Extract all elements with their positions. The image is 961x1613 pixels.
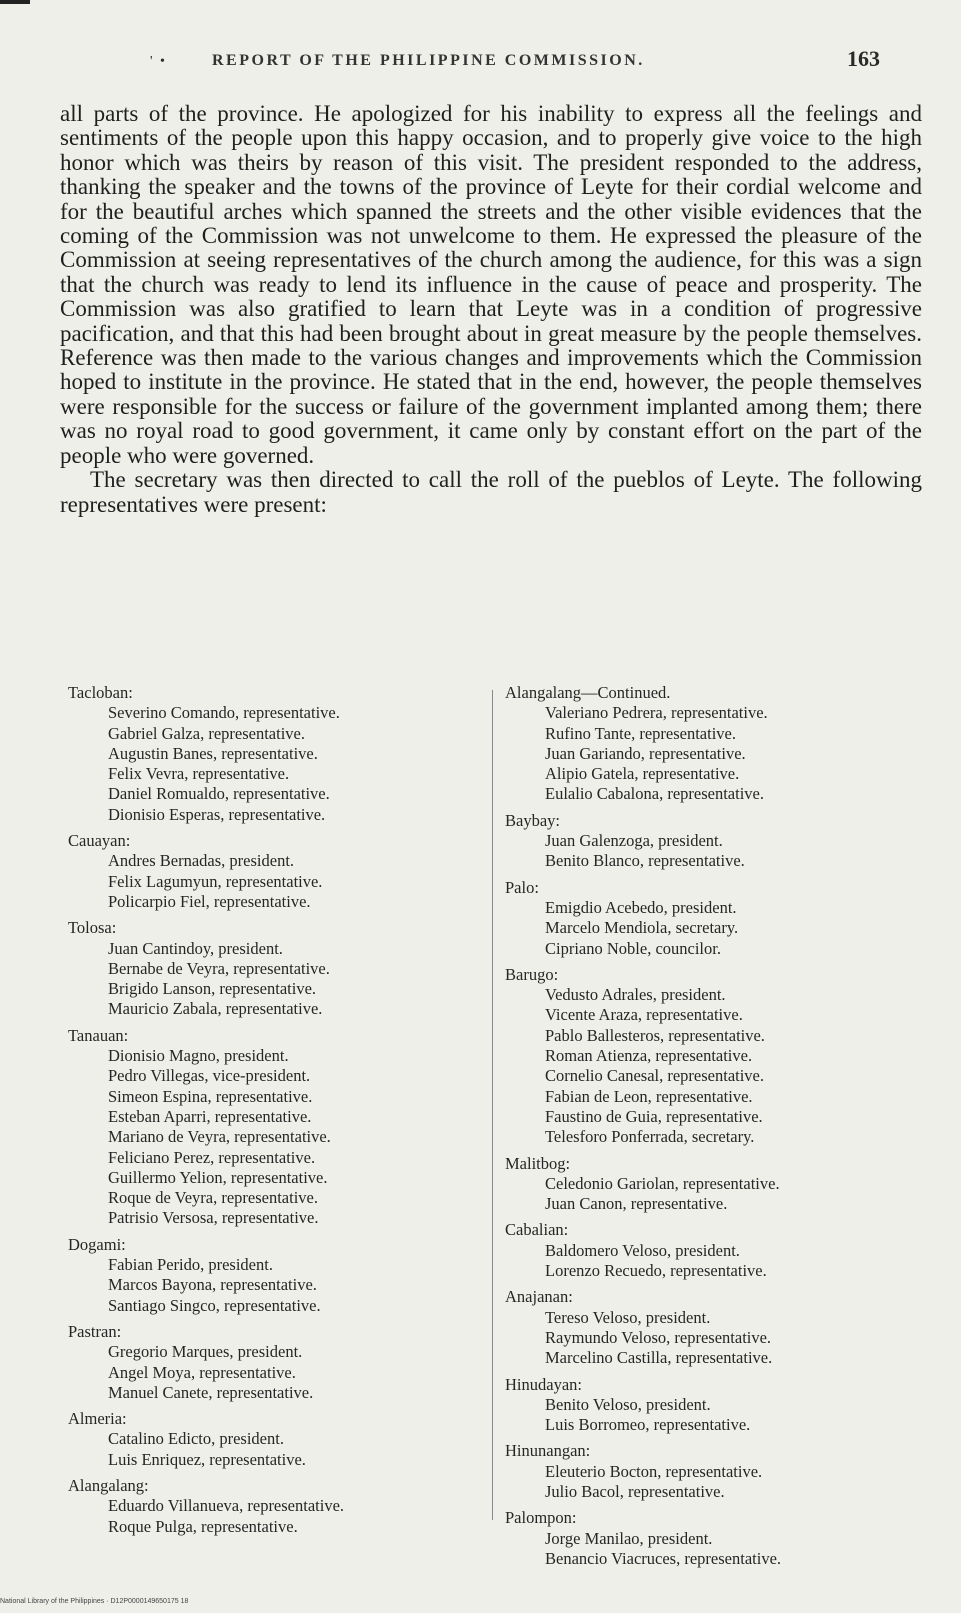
- pueblo-group: [505, 965, 925, 1148]
- pueblo-group: [68, 1322, 488, 1403]
- representative-entry: Valeriano Pedrera, representative.: [545, 703, 768, 723]
- representative-entry: Fabian de Leon, representative.: [545, 1086, 753, 1106]
- representative-entry: Manuel Canete, representative.: [108, 1382, 314, 1402]
- pueblo-name: Tacloban:: [68, 683, 133, 702]
- pueblo-name: Alangalang:: [68, 1475, 149, 1495]
- pueblo-group: [68, 1409, 488, 1470]
- representative-entry: Luis Enriquez, representative.: [108, 1449, 306, 1469]
- pueblo-group: [505, 683, 925, 805]
- representative-entry: Celedonio Gariolan, representative.: [545, 1173, 780, 1193]
- representative-entry: Lorenzo Recuedo, representative.: [545, 1261, 767, 1281]
- pueblo-name: Hinunangan:: [505, 1441, 591, 1461]
- roll-right-column: [505, 683, 925, 1569]
- pueblo-group: [505, 1220, 925, 1281]
- paragraph-1: all parts of the province. He apologized for his inability to express all the feelings and sentiments of the people upon this happy occasion, and to properly give voice to the high honor which was theirs by reason of this visit. The president responded to the address, thanking the speaker and the towns of the province of Leyte for their cordial welcome and for the beautiful arches which spanned the streets and the other visible evidences that the coming of the Commission was not unwelcome to them. He expressed the pleasure of the Commission at seeing representatives of the church among the audience, for this was a sign that the church was ready to lend its influence in the cause of peace and prosperity. The Commission was also gratified to learn that Leyte was in a condition of progressive pacification, and that this had been brought about in great measure by the people themselves. Reference was then made to the various changes and improvements which the Commission hoped to institute in the province. He stated that in the end, however, the people themselves were responsible for the success or failure of the government implanted among them; there was no royal road to good government, it came only by constant effort on the part of the people who were governed.: [60, 101, 922, 468]
- representative-entry: Roman Atienza, representative.: [545, 1046, 753, 1066]
- representative-entry: Luis Borromeo, representative.: [545, 1415, 751, 1435]
- pueblo-name: Alangalang—Continued.: [505, 683, 671, 702]
- pueblo-group: [505, 1441, 925, 1502]
- representative-entry: Fabian Perido, president.: [108, 1255, 273, 1275]
- representative-entry: Julio Bacol, representative.: [545, 1481, 725, 1501]
- page-header: [150, 46, 910, 76]
- representative-entry: Alipio Gatela, representative.: [545, 764, 740, 784]
- pueblo-name: Pastran:: [68, 1321, 122, 1341]
- representative-entry: Juan Galenzoga, president.: [545, 831, 723, 851]
- representative-entry: Raymundo Veloso, representative.: [545, 1327, 772, 1347]
- representative-entry: Faustino de Guia, representative.: [545, 1106, 763, 1126]
- representative-entry: Jorge Manilao, president.: [545, 1528, 713, 1548]
- representative-entry: Simeon Espina, representative.: [108, 1086, 313, 1106]
- representative-entry: Patrisio Versosa, representative.: [108, 1208, 319, 1228]
- representative-entry: Marcos Bayona, representative.: [108, 1275, 317, 1295]
- scan-footer: National Library of the Philippines · D12P0000149650175 18: [0, 1598, 189, 1605]
- representative-entry: Rufino Tante, representative.: [545, 723, 736, 743]
- representative-entry: Santiago Singco, representative.: [108, 1295, 321, 1315]
- representative-entry: Andres Bernadas, president.: [108, 851, 295, 871]
- representative-entry: Benito Blanco, representative.: [545, 851, 745, 871]
- representative-entry: Gregorio Marques, president.: [108, 1342, 303, 1362]
- column-divider: [492, 690, 493, 1520]
- representative-entry: Mariano de Veyra, representative.: [108, 1127, 331, 1147]
- pueblo-name: Palompon:: [505, 1508, 577, 1528]
- pueblo-group: [505, 1154, 925, 1215]
- pueblo-group: [505, 878, 925, 959]
- pueblo-group: [68, 1476, 488, 1537]
- representative-entry: Juan Gariando, representative.: [545, 743, 746, 763]
- representative-entry: Benito Veloso, president.: [545, 1394, 711, 1414]
- pueblo-name: Baybay:: [505, 810, 560, 830]
- representative-entry: Vedusto Adrales, president.: [545, 985, 726, 1005]
- pueblo-name: Barugo:: [505, 964, 559, 984]
- representative-entry: Feliciano Perez, representative.: [108, 1147, 316, 1167]
- representative-entry: Bernabe de Veyra, representative.: [108, 958, 330, 978]
- body-text: [60, 102, 922, 517]
- pueblo-group: [68, 918, 488, 1019]
- representative-entry: Augustin Banes, representative.: [108, 743, 318, 763]
- page-number: 163: [847, 46, 880, 71]
- pueblo-name: Cauayan:: [68, 831, 131, 851]
- representative-entry: Telesforo Ponferrada, secretary.: [545, 1127, 755, 1147]
- pueblo-group: [68, 1026, 488, 1229]
- pueblo-name: Anajanan:: [505, 1287, 573, 1307]
- representative-entry: Policarpio Fiel, representative.: [108, 891, 311, 911]
- representative-entry: Dionisio Esperas, representative.: [108, 804, 326, 824]
- pueblo-name: Almeria:: [68, 1409, 127, 1429]
- representative-entry: Eleuterio Bocton, representative.: [545, 1461, 763, 1481]
- representative-entry: Roque Pulga, representative.: [108, 1516, 298, 1536]
- representative-entry: Baldomero Veloso, president.: [545, 1240, 740, 1260]
- representative-entry: Catalino Edicto, president.: [108, 1429, 284, 1449]
- representative-entry: Eulalio Cabalona, representative.: [545, 784, 764, 804]
- pueblo-group: [68, 1235, 488, 1316]
- pueblo-name: Cabalian:: [505, 1220, 569, 1240]
- paragraph-2: The secretary was then directed to call the roll of the pueblos of Leyte. The following representatives were present:: [60, 467, 922, 517]
- representative-entry: Juan Canon, representative.: [545, 1194, 728, 1214]
- pueblo-name: Hinudayan:: [505, 1374, 582, 1394]
- representative-entry: Severino Comando, representative.: [108, 703, 340, 723]
- pueblo-group: [505, 1508, 925, 1569]
- representative-entry: Dionisio Magno, president.: [108, 1046, 289, 1066]
- pueblo-name: Malitbog:: [505, 1153, 571, 1173]
- pueblo-group: [505, 1287, 925, 1368]
- representative-entry: Pablo Ballesteros, representative.: [545, 1025, 765, 1045]
- representative-entry: Cornelio Canesal, representative.: [545, 1066, 765, 1086]
- scan-edge-mark: [0, 0, 30, 4]
- pueblo-group: [68, 683, 488, 825]
- pueblo-name: Tolosa:: [68, 918, 117, 938]
- representative-entry: Marcelino Castilla, representative.: [545, 1348, 773, 1368]
- representative-entry: Benancio Viacruces, representative.: [545, 1548, 782, 1568]
- pueblo-group: [505, 1375, 925, 1436]
- representative-entry: Pedro Villegas, vice-president.: [108, 1066, 311, 1086]
- representative-entry: Felix Lagumyun, representative.: [108, 871, 323, 891]
- representative-entry: Tereso Veloso, president.: [545, 1307, 711, 1327]
- representative-entry: Mauricio Zabala, representative.: [108, 999, 323, 1019]
- representative-entry: Emigdio Acebedo, president.: [545, 897, 737, 917]
- representative-entry: Felix Vevra, representative.: [108, 764, 290, 784]
- representative-entry: Esteban Aparri, representative.: [108, 1106, 312, 1126]
- header-dots: ' •: [150, 54, 167, 69]
- pueblo-name: Palo:: [505, 877, 539, 897]
- representative-entry: Gabriel Galza, representative.: [108, 723, 305, 743]
- representative-entry: Roque de Veyra, representative.: [108, 1188, 318, 1208]
- representative-entry: Marcelo Mendiola, secretary.: [545, 918, 739, 938]
- pueblo-group: [68, 831, 488, 912]
- representative-entry: Eduardo Villanueva, representative.: [108, 1496, 345, 1516]
- representative-entry: Cipriano Noble, councilor.: [545, 938, 721, 958]
- pueblo-group: [505, 811, 925, 872]
- pueblo-name: Tanauan:: [68, 1025, 129, 1045]
- representative-entry: Daniel Romualdo, representative.: [108, 784, 330, 804]
- running-title: REPORT OF THE PHILIPPINE COMMISSION.: [212, 52, 645, 69]
- representative-entry: Juan Cantindoy, president.: [108, 938, 283, 958]
- representative-entry: Angel Moya, representative.: [108, 1362, 296, 1382]
- roll-left-column: [68, 683, 488, 1537]
- representative-entry: Vicente Araza, representative.: [545, 1005, 743, 1025]
- representative-entry: Guillermo Yelion, representative.: [108, 1167, 328, 1187]
- pueblo-name: Dogami:: [68, 1234, 126, 1254]
- representative-entry: Brigido Lanson, representative.: [108, 979, 317, 999]
